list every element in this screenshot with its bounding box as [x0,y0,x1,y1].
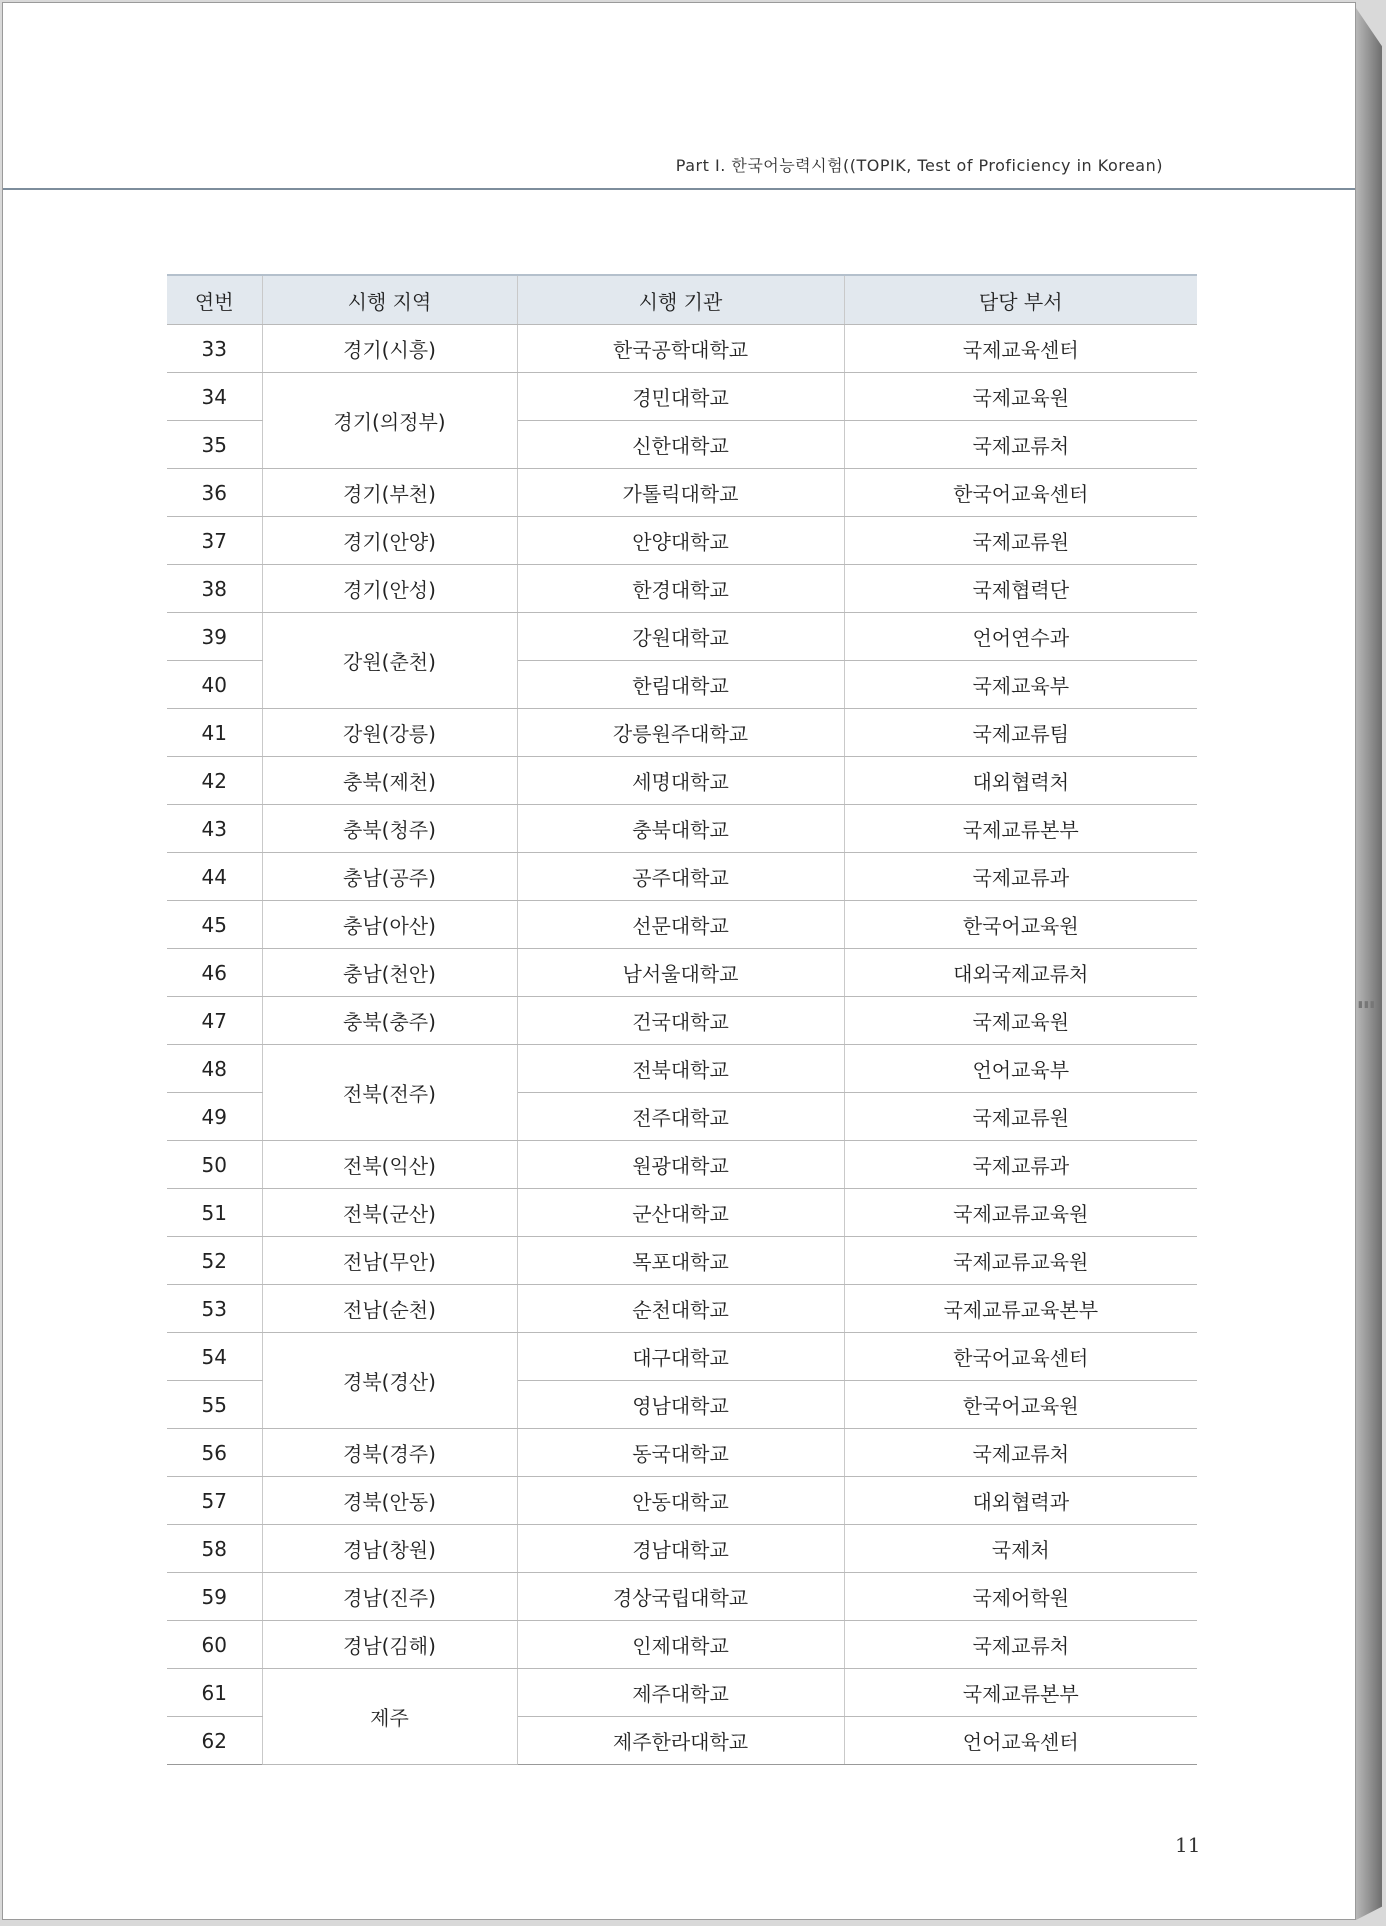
table-row [167,469,1197,517]
cell-no: 60 [167,1621,262,1669]
cell-region: 충북(충주) [262,997,517,1045]
cell-department: 국제협력단 [844,565,1197,613]
column-header-no: 연번 [167,275,262,325]
cell-region: 경남(창원) [262,1525,517,1573]
cell-department: 국제교류교육본부 [844,1285,1197,1333]
cell-department: 국제교류과 [844,853,1197,901]
cell-department: 국제교류처 [844,1429,1197,1477]
table-row [167,1285,1197,1333]
cell-institution: 경민대학교 [517,373,844,421]
table-row [167,853,1197,901]
cell-region: 경기(부천) [262,469,517,517]
cell-department: 국제교류과 [844,1141,1197,1189]
cell-institution: 동국대학교 [517,1429,844,1477]
cell-institution: 목포대학교 [517,1237,844,1285]
table-row [167,1141,1197,1189]
cell-institution: 전주대학교 [517,1093,844,1141]
cell-institution: 안양대학교 [517,517,844,565]
cell-institution: 공주대학교 [517,853,844,901]
column-header-region: 시행 지역 [262,275,517,325]
cell-no: 38 [167,565,262,613]
cell-institution: 한국공학대학교 [517,325,844,373]
cell-no: 42 [167,757,262,805]
table-row [167,1333,1197,1381]
cell-no: 47 [167,997,262,1045]
cell-region: 충북(제천) [262,757,517,805]
cell-institution: 강원대학교 [517,613,844,661]
table-row [167,613,1197,661]
cell-institution: 경상국립대학교 [517,1573,844,1621]
cell-department: 한국어교육센터 [844,1333,1197,1381]
cell-no: 46 [167,949,262,997]
cell-institution: 제주한라대학교 [517,1717,844,1765]
cell-institution: 충북대학교 [517,805,844,853]
cell-no: 44 [167,853,262,901]
column-header-department: 담당 부서 [844,275,1197,325]
cell-institution: 세명대학교 [517,757,844,805]
cell-department: 대외협력과 [844,1477,1197,1525]
cell-no: 45 [167,901,262,949]
column-header-institution: 시행 기관 [517,275,844,325]
cell-department: 국제교류처 [844,421,1197,469]
table-row [167,1669,1197,1717]
cell-department: 언어연수과 [844,613,1197,661]
cell-institution: 안동대학교 [517,1477,844,1525]
cell-no: 41 [167,709,262,757]
page-number: 11 [1175,1833,1201,1857]
table-row [167,1573,1197,1621]
table-row [167,1525,1197,1573]
table-row [167,997,1197,1045]
cell-institution: 인제대학교 [517,1621,844,1669]
cell-no: 37 [167,517,262,565]
running-header: Part Ⅰ. 한국어능력시험((TOPIK, Test of Proficiency in Korean) [675,156,1163,175]
table-row [167,1237,1197,1285]
table-row [167,949,1197,997]
cell-region: 충남(아산) [262,901,517,949]
cell-region: 경기(안양) [262,517,517,565]
cell-institution: 군산대학교 [517,1189,844,1237]
test-site-table [167,274,1197,1765]
cell-no: 43 [167,805,262,853]
cell-institution: 강릉원주대학교 [517,709,844,757]
cell-institution: 선문대학교 [517,901,844,949]
cell-institution: 건국대학교 [517,997,844,1045]
cell-no: 53 [167,1285,262,1333]
cell-no: 55 [167,1381,262,1429]
cell-institution: 순천대학교 [517,1285,844,1333]
cell-institution: 남서울대학교 [517,949,844,997]
cell-region: 강원(강릉) [262,709,517,757]
cell-no: 57 [167,1477,262,1525]
cell-region: 경기(시흥) [262,325,517,373]
table-row [167,325,1197,373]
cell-department: 한국어교육센터 [844,469,1197,517]
cell-institution: 영남대학교 [517,1381,844,1429]
cell-no: 59 [167,1573,262,1621]
cell-institution: 대구대학교 [517,1333,844,1381]
cell-department: 국제어학원 [844,1573,1197,1621]
cell-no: 35 [167,421,262,469]
cell-department: 국제교류본부 [844,805,1197,853]
cell-region: 경남(진주) [262,1573,517,1621]
cell-no: 48 [167,1045,262,1093]
cell-department: 한국어교육원 [844,1381,1197,1429]
cell-region: 충남(공주) [262,853,517,901]
table-header-row [167,275,1197,325]
cell-no: 52 [167,1237,262,1285]
table-row [167,1429,1197,1477]
table-row [167,565,1197,613]
cell-department: 국제교류팀 [844,709,1197,757]
cell-department: 국제교류교육원 [844,1237,1197,1285]
cell-department: 한국어교육원 [844,901,1197,949]
cell-no: 51 [167,1189,262,1237]
cell-department: 국제교육센터 [844,325,1197,373]
cell-no: 61 [167,1669,262,1717]
cell-region: 충남(천안) [262,949,517,997]
cell-department: 국제교류원 [844,1093,1197,1141]
cell-region: 전남(순천) [262,1285,517,1333]
cell-department: 언어교육부 [844,1045,1197,1093]
cell-region: 전북(전주) [262,1045,517,1141]
table-row [167,1045,1197,1093]
table-row [167,1189,1197,1237]
table-row [167,901,1197,949]
cell-institution: 전북대학교 [517,1045,844,1093]
cell-department: 국제교류원 [844,517,1197,565]
cell-department: 언어교육센터 [844,1717,1197,1765]
table-row [167,805,1197,853]
cell-institution: 가톨릭대학교 [517,469,844,517]
cell-region: 경기(안성) [262,565,517,613]
cell-no: 34 [167,373,262,421]
cell-region: 충북(청주) [262,805,517,853]
cell-no: 54 [167,1333,262,1381]
table-row [167,1477,1197,1525]
cell-region: 제주 [262,1669,517,1765]
cell-institution: 신한대학교 [517,421,844,469]
cell-institution: 원광대학교 [517,1141,844,1189]
cell-department: 국제교류본부 [844,1669,1197,1717]
cell-department: 국제교류교육원 [844,1189,1197,1237]
cell-department: 국제교육부 [844,661,1197,709]
cell-no: 49 [167,1093,262,1141]
cell-institution: 경남대학교 [517,1525,844,1573]
cell-department: 대외협력처 [844,757,1197,805]
page-stack-edge [1356,8,1382,1920]
cell-institution: 한림대학교 [517,661,844,709]
cell-department: 국제교류처 [844,1621,1197,1669]
cell-department: 대외국제교류처 [844,949,1197,997]
cell-department: 국제처 [844,1525,1197,1573]
table-row [167,1621,1197,1669]
cell-region: 경북(경산) [262,1333,517,1429]
document-page [2,2,1356,1920]
cell-region: 전북(군산) [262,1189,517,1237]
cell-region: 경기(의정부) [262,373,517,469]
cell-no: 40 [167,661,262,709]
cell-department: 국제교육원 [844,997,1197,1045]
table-row [167,373,1197,421]
cell-institution: 한경대학교 [517,565,844,613]
cell-no: 36 [167,469,262,517]
cell-no: 39 [167,613,262,661]
cell-no: 58 [167,1525,262,1573]
cell-region: 경북(안동) [262,1477,517,1525]
cell-region: 전남(무안) [262,1237,517,1285]
cell-region: 경남(김해) [262,1621,517,1669]
cell-department: 국제교육원 [844,373,1197,421]
cell-region: 경북(경주) [262,1429,517,1477]
table-row [167,709,1197,757]
cell-no: 50 [167,1141,262,1189]
header-divider [3,188,1355,190]
cell-no: 62 [167,1717,262,1765]
cell-institution: 제주대학교 [517,1669,844,1717]
cell-no: 33 [167,325,262,373]
cell-region: 전북(익산) [262,1141,517,1189]
table-body [167,325,1197,1765]
cell-no: 56 [167,1429,262,1477]
table-row [167,757,1197,805]
side-tab-marker: ▮▮▮ [1358,1000,1376,1010]
cell-region: 강원(춘천) [262,613,517,709]
table-row [167,517,1197,565]
